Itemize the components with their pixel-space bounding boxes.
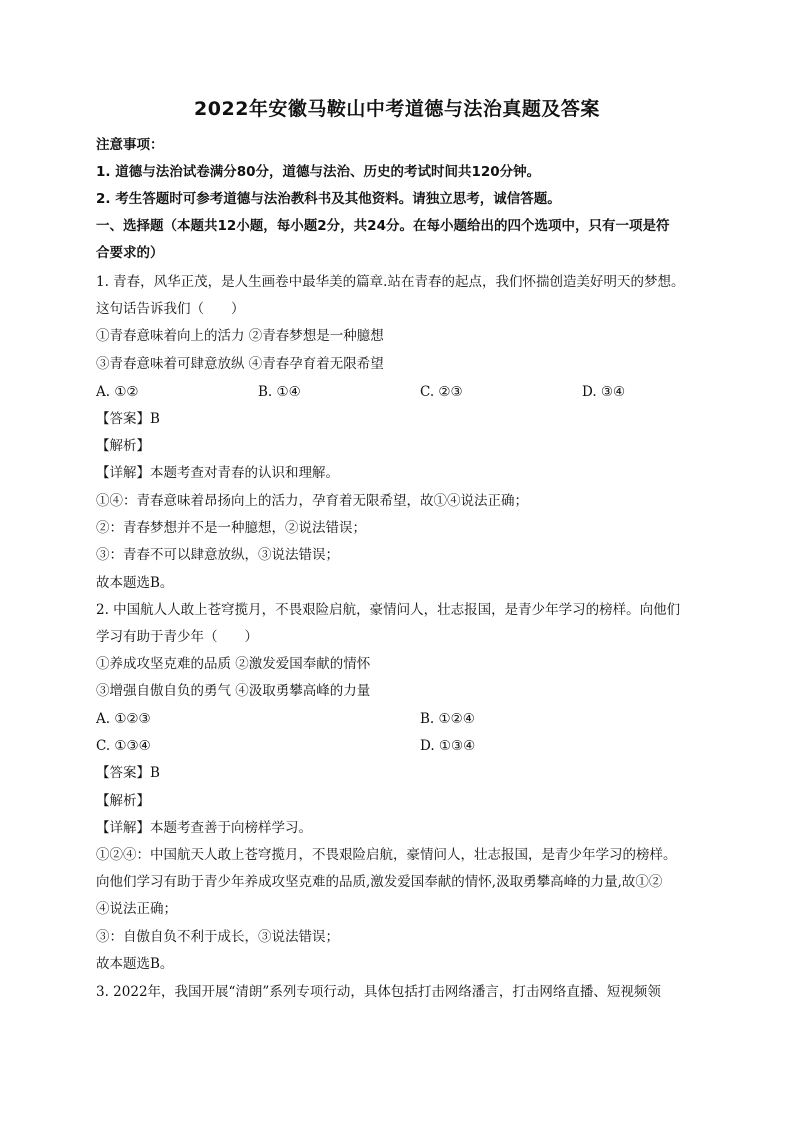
document-title: 2022年安徽马鞍山中考道德与法治真题及答案 — [194, 98, 600, 120]
q2-option-d: D. ①③④ — [420, 738, 476, 754]
q1-analysis-label: 【解析】 — [96, 438, 150, 454]
q1-option-a: A. ①② — [96, 384, 139, 400]
q1-stem-line-1: 1. 青春，风华正茂，是人生画卷中最华美的篇章.站在青春的起点，我们怀揣创造美好明天的梦想。 — [96, 274, 685, 290]
q2-answer: 【答案】B — [96, 765, 160, 781]
q2-explanation-2: 向他们学习有助于青少年养成攻坚克难的品质,激发爱国奉献的情怀,汲取勇攀高峰的力量,故①② — [96, 874, 663, 890]
section-heading-line-1: 一、选择题（本题共12小题，每小题2分，共24分。在每小题给出的四个选项中，只有一项是符 — [96, 218, 670, 234]
q1-stem-line-2: 这句话告诉我们（ ） — [96, 301, 245, 317]
q1-conclusion: 故本题选B。 — [96, 575, 174, 591]
q1-explanation-3: ③：青春不可以肆意放纵，③说法错误； — [96, 547, 339, 563]
notice-item-2: 2. 考生答题时可参考道德与法治教科书及其他资料。请独立思考，诚信答题。 — [96, 191, 561, 207]
notice-heading: 注意事项： — [96, 137, 164, 153]
q2-option-a: A. ①②③ — [96, 711, 151, 727]
q3-stem-line-1: 3. 2022年，我国开展“清朗”系列专项行动，具体包括打击网络潘言，打击网络直播、短视频领 — [96, 984, 661, 1000]
q2-stem-line-2: 学习有助于青少年（ ） — [96, 629, 258, 645]
q1-answer: 【答案】B — [96, 411, 160, 427]
q1-statement-line-1: ①青春意味着向上的活力 ②青春梦想是一种臆想 — [96, 328, 384, 344]
q1-option-c: C. ②③ — [420, 384, 463, 400]
q2-statement-line-1: ①养成攻坚克难的品质 ②激发爱国奉献的情怀 — [96, 656, 371, 672]
q2-analysis-label: 【解析】 — [96, 793, 150, 809]
q2-detail: 【详解】本题考查善于向榜样学习。 — [96, 820, 312, 836]
q2-option-b: B. ①②④ — [420, 711, 475, 727]
q2-stem-line-1: 2. 中国航人人敢上苍穹揽月，不畏艰险启航，豪情问人，壮志报国，是青少年学习的榜样。向他们 — [96, 602, 681, 618]
q2-option-c: C. ①③④ — [96, 738, 151, 754]
q1-explanation-2: ②：青春梦想并不是一种臆想，②说法错误； — [96, 520, 366, 536]
q1-statement-line-2: ③青春意味着可肆意放纵 ④青春孕育着无限希望 — [96, 356, 384, 372]
notice-item-1: 1. 道德与法治试卷满分80分，道德与法治、历史的考试时间共120分钟。 — [96, 164, 541, 180]
q2-conclusion: 故本题选B。 — [96, 956, 174, 972]
q1-option-d: D. ③④ — [582, 384, 626, 400]
q2-explanation-4: ③：自傲自负不利于成长，③说法错误； — [96, 929, 339, 945]
q1-option-b: B. ①④ — [258, 384, 301, 400]
q2-explanation-3: ④说法正确； — [96, 901, 177, 917]
q1-detail: 【详解】本题考查对青春的认识和理解。 — [96, 465, 339, 481]
q1-explanation-1: ①④：青春意味着昂扬向上的活力，孕育着无限希望，故①④说法正确； — [96, 493, 528, 509]
section-heading-line-2: 合要求的） — [96, 245, 164, 261]
q2-statement-line-2: ③增强自傲自负的勇气 ④汲取勇攀高峰的力量 — [96, 683, 371, 699]
q2-explanation-1: ①②④：中国航天人敢上苍穹揽月，不畏艰险启航，豪情问人，壮志报国，是青少年学习的榜样。 — [96, 847, 677, 863]
